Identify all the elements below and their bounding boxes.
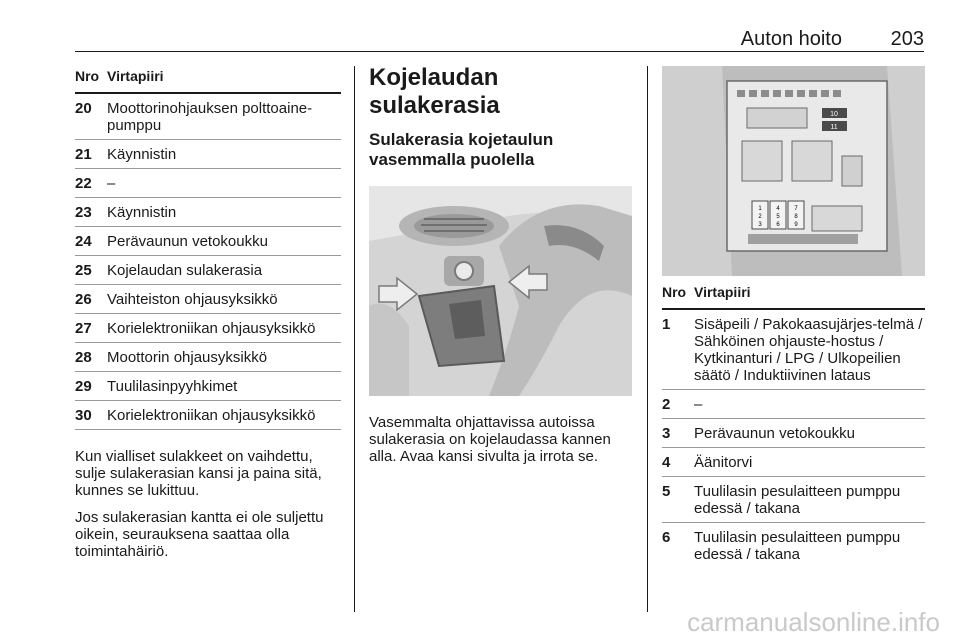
table-row: [75, 285, 341, 314]
table-row: [75, 169, 341, 198]
row-number: 28: [75, 349, 92, 366]
table-row: [75, 401, 341, 430]
fuse-label-5: 5: [776, 214, 780, 220]
row-number: 4: [662, 454, 671, 471]
table-header: [75, 66, 341, 94]
column-divider: [354, 66, 355, 612]
row-number: 30: [75, 407, 92, 424]
table-row: [662, 390, 925, 419]
col-header-number: Nro: [662, 284, 687, 300]
row-number: 2: [662, 396, 671, 413]
sub-heading: Sulakerasia kojetaulun vasemmalla puolella: [369, 130, 554, 169]
row-number: 5: [662, 483, 671, 500]
table-row: [75, 94, 341, 140]
page-number: 203: [890, 28, 924, 50]
col-header-number: Nro: [75, 68, 100, 84]
table-header: [662, 282, 925, 310]
table-row: [75, 372, 341, 401]
row-text: Kojelaudan sulakerasia: [107, 262, 263, 279]
row-number: 25: [75, 262, 92, 279]
warning-paragraph: Jos sulakerasian kantta ei ole suljettu oikein, seurauksena saattaa olla toimintahäiriö.: [75, 509, 324, 560]
row-text: Korielektroniikan ohjausyksikkö: [107, 320, 316, 337]
row-text: Äänitorvi: [694, 454, 753, 471]
row-number: 1: [662, 316, 671, 333]
table-row: [75, 140, 341, 169]
dashboard-fuse-cover-illustration: [369, 186, 632, 396]
table-row: [75, 343, 341, 372]
instruction-paragraph: Kun vialliset sulakkeet on vaihdettu, sulje sulakerasian kansi ja paina sitä, kunnes se lukittuu.: [75, 448, 322, 499]
row-text: Tuulilasinpyyhkimet: [107, 378, 238, 395]
fuse-label-4: 4: [776, 206, 780, 212]
table-row: [662, 523, 925, 568]
page-header: [75, 22, 924, 52]
row-text: Vaihteiston ohjausyksikkö: [107, 291, 278, 308]
row-text: Korielektroniikan ohjausyksikkö: [107, 407, 316, 424]
row-text: Perävaunun vetokoukku: [107, 233, 268, 250]
row-number: 24: [75, 233, 92, 250]
row-text: Tuulilasin pesulaitteen pumppu edessä / takana: [694, 529, 901, 563]
fuse-label-1: 1: [758, 206, 762, 212]
row-number: 20: [75, 100, 92, 117]
row-text: Käynnistin: [107, 204, 177, 221]
row-text: Perävaunun vetokoukku: [694, 425, 855, 442]
fuse-label-8: 8: [794, 214, 798, 220]
table-row: [662, 419, 925, 448]
row-number: 23: [75, 204, 92, 221]
fuse-box-illustration: [662, 66, 925, 276]
table-row: [75, 227, 341, 256]
fuse-label-2: 2: [758, 214, 762, 220]
column-divider: [647, 66, 648, 612]
fuse-label-9: 9: [794, 222, 798, 228]
row-text: –: [694, 396, 703, 413]
table-row: [662, 477, 925, 523]
row-text: Moottorin ohjausyksikkö: [107, 349, 268, 366]
column-2: [369, 66, 633, 465]
row-text: –: [107, 175, 116, 192]
table-row: [75, 198, 341, 227]
fuse-label-3: 3: [758, 222, 762, 228]
row-text: Sisäpeili / Pakokaasujärjes-telmä / Sähköinen ohjauste-hostus / Kytkinanturi / LPG / Ulkopeilien säätö / Induktiivinen lataus: [694, 316, 923, 384]
table-row: [75, 314, 341, 343]
row-number: 6: [662, 529, 671, 546]
col-header-circuit: Virtapiiri: [107, 68, 164, 84]
fuse-label-7: 7: [794, 206, 798, 212]
table-row: [75, 256, 341, 285]
row-text: Tuulilasin pesulaitteen pumppu edessä / takana: [694, 483, 901, 517]
table-row: [662, 448, 925, 477]
fuse-label-10: 10: [830, 111, 838, 118]
row-number: 21: [75, 146, 92, 163]
row-number: 3: [662, 425, 671, 442]
dashboard-drawing: [369, 186, 632, 396]
column-3: [662, 66, 925, 568]
row-number: 22: [75, 175, 92, 192]
row-number: 26: [75, 291, 92, 308]
row-text: Käynnistin: [107, 146, 177, 163]
section-title: Auton hoito: [740, 28, 842, 50]
section-heading: Kojelaudan sulakerasia: [369, 64, 500, 119]
col-header-circuit: Virtapiiri: [694, 284, 751, 300]
fuse-label-11: 11: [830, 124, 838, 131]
row-number: 27: [75, 320, 92, 337]
fuse-label-6: 6: [776, 222, 780, 228]
row-text: Moottorinohjauksen polttoaine-pumppu: [107, 100, 313, 134]
watermark: carmanualsonline.info: [687, 607, 940, 637]
location-paragraph: Vasemmalta ohjattavissa autoissa sulakerasia on kojelaudassa kannen alla. Avaa kansi sivulta ja irrota se.: [369, 414, 611, 465]
table-row: [662, 310, 925, 390]
fuse-box-drawing: [662, 66, 925, 276]
column-1: [75, 66, 341, 560]
row-number: 29: [75, 378, 92, 395]
